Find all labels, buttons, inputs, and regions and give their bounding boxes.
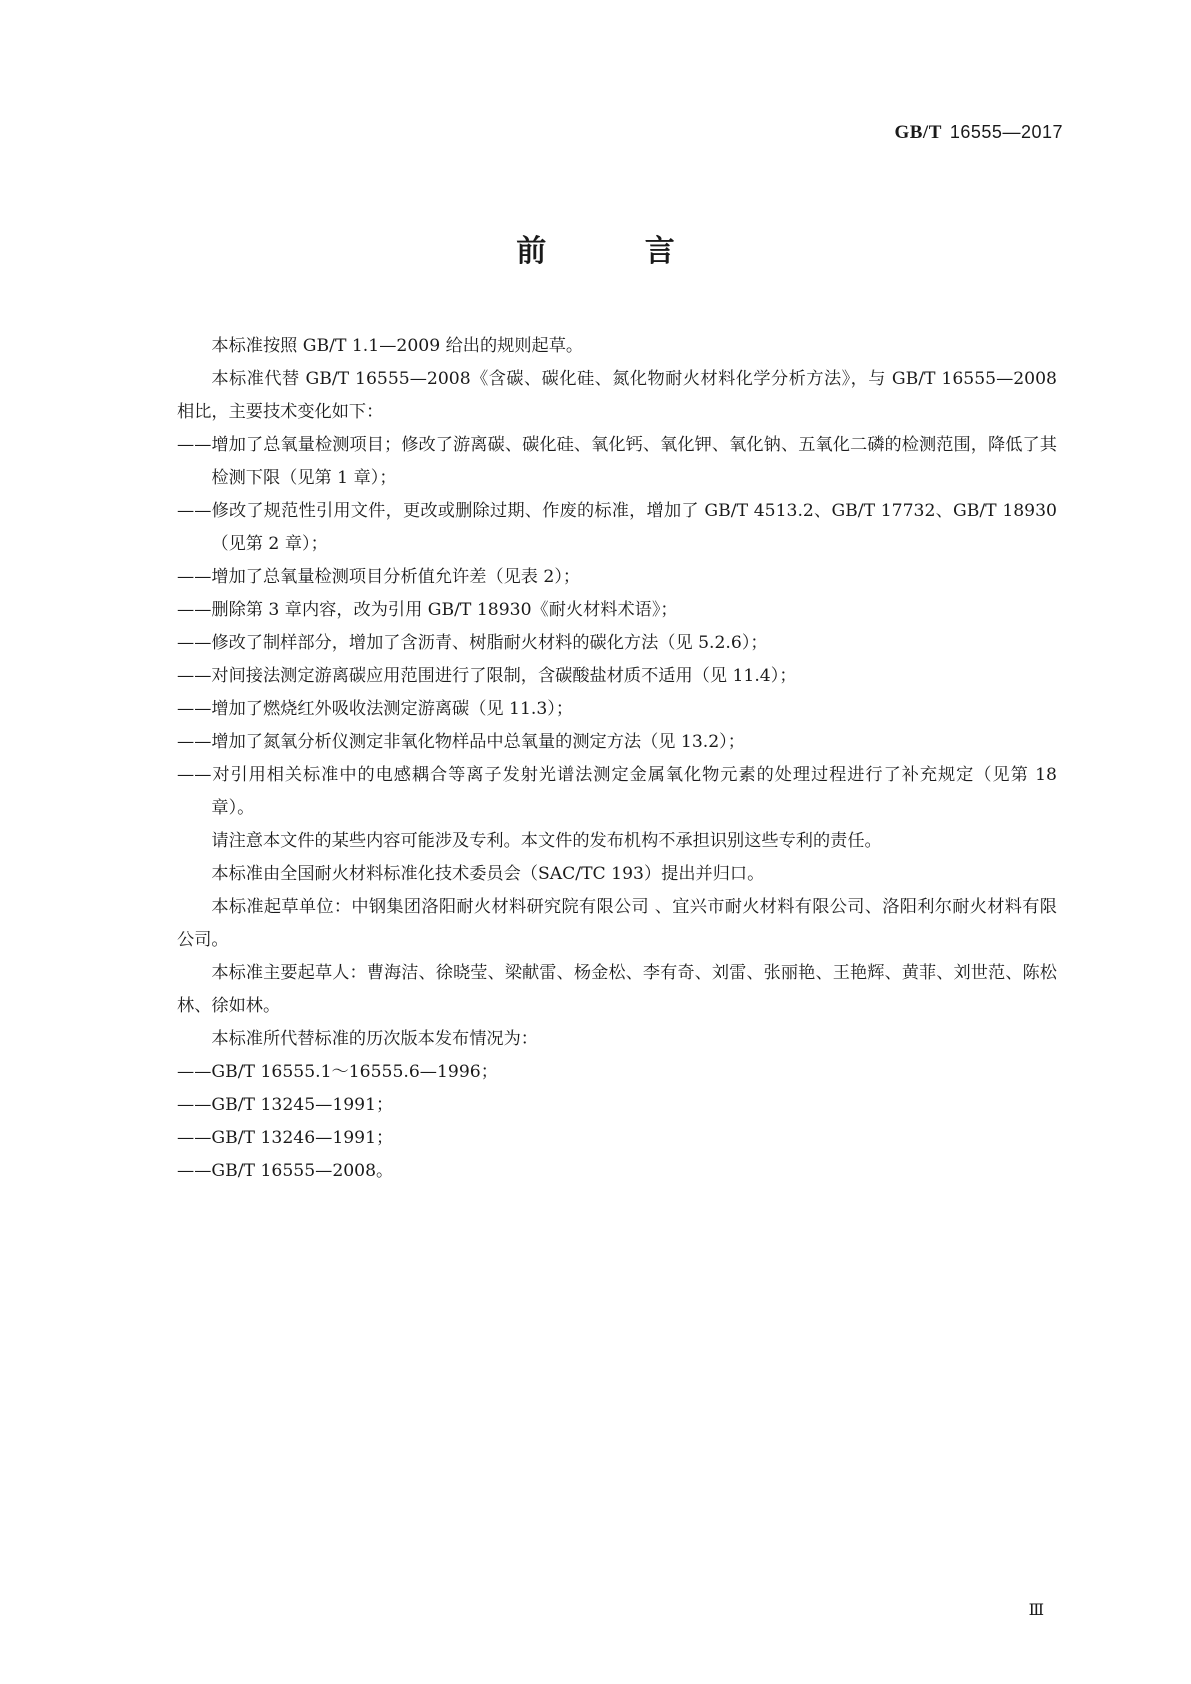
paragraph-drafters: 本标准主要起草人：曹海洁、徐晓莹、梁献雷、杨金松、李有奇、刘雷、张丽艳、王艳辉、黄菲、刘世范、陈松林、徐如林。 (177, 963, 1057, 1016)
paragraph-history-intro: 本标准所代替标准的历次版本发布情况为： (211, 1029, 538, 1049)
change-item: ——增加了总氧量检测项目；修改了游离碳、碳化硅、氧化钙、氧化钾、氧化钠、五氧化二磷的检测范围，降低了其检测下限（见第 1 章）； (177, 435, 1057, 488)
paragraph-replaces: 本标准代替 GB/T 16555—2008《含碳、碳化硅、氮化物耐火材料化学分析方法》，与 GB/T 16555—2008 相比，主要技术变化如下： (177, 369, 1057, 422)
change-item: ——增加了氮氧分析仪测定非氧化物样品中总氧量的测定方法（见 13.2）； (177, 732, 745, 752)
history-item: ——GB/T 16555—2008。 (177, 1161, 394, 1181)
change-item: ——对引用相关标准中的电感耦合等离子发射光谱法测定金属氧化物元素的处理过程进行了补充规定（见第 18 章）。 (177, 765, 1057, 818)
standard-code-number: 16555—2017 (949, 122, 1063, 142)
paragraph-drafting-rules: 本标准按照 GB/T 1.1—2009 给出的规则起草。 (211, 336, 584, 356)
change-item: ——增加了燃烧红外吸收法测定游离碳（见 11.3）； (177, 699, 574, 719)
standard-code-prefix: GB/T (894, 122, 942, 143)
change-item: ——增加了总氧量检测项目分析值允许差（见表 2）； (177, 567, 581, 587)
foreword-body (177, 330, 1057, 1188)
change-item: ——修改了规范性引用文件，更改或删除过期、作废的标准，增加了 GB/T 4513.2、GB/T 17732、GB/T 18930（见第 2 章）； (177, 501, 1057, 554)
change-item: ——修改了制样部分，增加了含沥青、树脂耐火材料的碳化方法（见 5.2.6）； (177, 633, 768, 653)
change-item: ——对间接法测定游离碳应用范围进行了限制，含碳酸盐材质不适用（见 11.4）； (177, 666, 797, 686)
page-number: Ⅲ (1028, 1602, 1044, 1619)
history-item: ——GB/T 16555.1～16555.6—1996； (177, 1062, 498, 1082)
standard-code (894, 122, 1063, 144)
paragraph-drafting-units: 本标准起草单位：中钢集团洛阳耐火材料研究院有限公司 、宜兴市耐火材料有限公司、洛阳利尔耐火材料有限公司。 (177, 897, 1057, 950)
history-item: ——GB/T 13246—1991； (177, 1128, 394, 1148)
paragraph-proposer: 本标准由全国耐火材料标准化技术委员会（SAC/TC 193）提出并归口。 (211, 864, 765, 884)
paragraph-patent-notice: 请注意本文件的某些内容可能涉及专利。本文件的发布机构不承担识别这些专利的责任。 (211, 831, 882, 851)
change-item: ——删除第 3 章内容，改为引用 GB/T 18930《耐火材料术语》； (177, 600, 678, 620)
page-title: 前 言 (516, 234, 719, 269)
history-item: ——GB/T 13245—1991； (177, 1095, 394, 1115)
